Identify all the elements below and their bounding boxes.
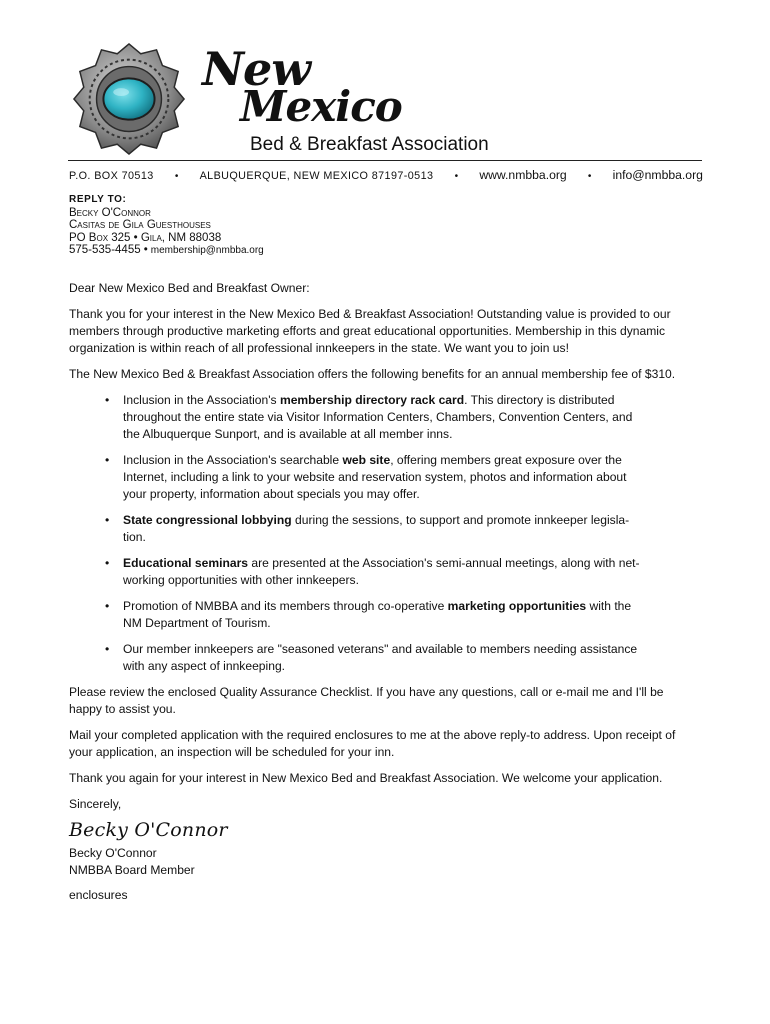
reply-to-email[interactable]: membership@nmbba.org xyxy=(150,245,264,256)
signer-block xyxy=(69,845,699,879)
paragraph-intro: Thank you for your interest in the New Mexico Bed & Breakfast Association! Outstanding value is provided to our members through productive marketing efforts and great educational opportunities. Membership in this dynamic organization is within reach of all professional innkeepers in the state. We want you to join us! xyxy=(69,307,671,355)
letter-body xyxy=(69,280,699,904)
closing: Sincerely, xyxy=(69,797,122,811)
reply-to-block xyxy=(69,194,264,258)
list-item: • Promotion of NMBBA and its members through co-operative marketing opportunities with the NM Department of Tourism. xyxy=(105,599,632,630)
reply-to-name: Becky O'Connor xyxy=(69,206,151,219)
logo-wordmark xyxy=(188,38,508,158)
website-link[interactable]: www.nmbba.org xyxy=(479,168,567,182)
bullet: • xyxy=(105,453,110,467)
salutation: Dear New Mexico Bed and Breakfast Owner: xyxy=(69,281,310,295)
list-item: • Our member innkeepers are "seasoned veterans" and available to members needing assistance with any aspect of innkeeping. xyxy=(105,642,638,673)
po-box: P.O. BOX 70513 xyxy=(69,170,154,182)
logo-line-mexico: Mexico xyxy=(240,82,402,131)
city-address: ALBUQUERQUE, NEW MEXICO 87197-0513 xyxy=(199,170,434,182)
bullet: • xyxy=(105,513,110,527)
logo-line-association: Bed & Breakfast Association xyxy=(250,134,489,155)
enclosures-note: enclosures xyxy=(69,888,128,902)
separator: • xyxy=(587,171,592,182)
logo-line-new: New xyxy=(202,42,310,96)
separator: • xyxy=(454,171,459,182)
signer-title: NMBBA Board Member xyxy=(69,863,195,877)
paragraph-thanks: Thank you again for your interest in New Mexico Bed and Breakfast Association. We welcome your application. xyxy=(69,771,663,785)
list-item: • Educational seminars are presented at the Association's semi-annual meetings, along with net-working opportunities with other innkeepers. xyxy=(105,556,640,587)
benefits-list xyxy=(69,392,699,675)
reply-to-business: Casitas de Gila Guesthouses xyxy=(69,219,211,231)
turquoise-concho-logo xyxy=(70,40,188,158)
bullet: • xyxy=(105,556,110,570)
separator: • xyxy=(174,171,179,182)
reply-to-phone-email xyxy=(69,244,264,258)
reply-to-phone: 575-535-4455 • xyxy=(69,244,148,256)
bullet: • xyxy=(105,642,110,656)
list-item: • State congressional lobbying during the sessions, to support and promote innkeeper legisla-tion. xyxy=(105,513,630,544)
letterhead xyxy=(70,38,710,160)
paragraph-checklist: Please review the enclosed Quality Assurance Checklist. If you have any questions, call or e-mail me and I'll be happy to assist you. xyxy=(69,685,664,716)
email-link[interactable]: info@nmbba.org xyxy=(612,168,703,182)
list-item: • Inclusion in the Association's searchable web site, offering members great exposure over the Internet, including a link to your website and reservation system, photos and information about your property, information about specials you may offer. xyxy=(105,453,627,501)
paragraph-mail: Mail your completed application with the required enclosures to me at the above reply-to address. Upon receipt of your application, an inspection will be scheduled for your inn. xyxy=(69,728,676,759)
reply-to-address: PO Box 325 • Gila, NM 88038 xyxy=(69,231,222,244)
contact-line xyxy=(69,168,703,182)
reply-to-heading: REPLY TO: xyxy=(69,194,127,205)
paragraph-benefits-intro: The New Mexico Bed & Breakfast Association offers the following benefits for an annual membership fee of $310. xyxy=(69,367,676,381)
signer-name: Becky O'Connor xyxy=(69,846,157,860)
bullet: • xyxy=(105,599,110,613)
list-item: • Inclusion in the Association's membership directory rack card. This directory is distributed throughout the entire state via Visitor Information Centers, Chambers, Convention Centers, and the Albuquerque Sunport, and is available at all member inns. xyxy=(105,393,633,441)
handwritten-signature: Becky O'Connor xyxy=(69,819,228,841)
bullet: • xyxy=(105,393,110,407)
header-rule xyxy=(68,160,702,161)
